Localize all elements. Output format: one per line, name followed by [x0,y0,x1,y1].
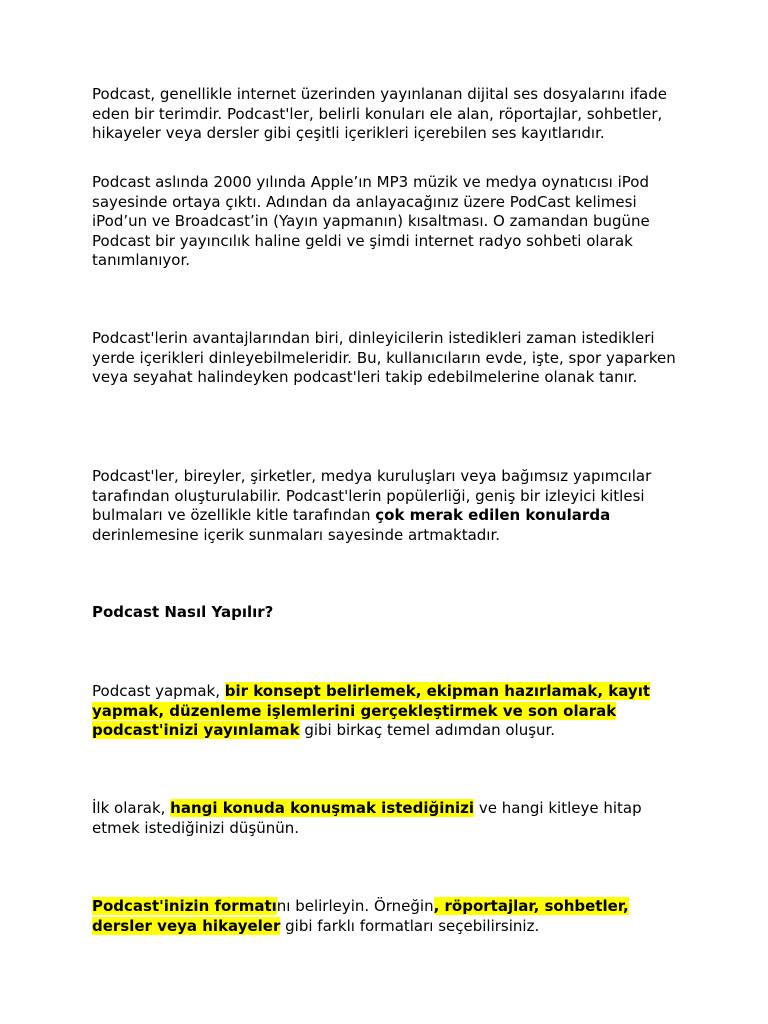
bold-phrase: çok merak edilen konularda [375,506,611,525]
paragraph-text: Podcast aslında 2000 yılında Apple’ın MP3 müzik ve medya oynatıcısı iPod sayesinde ortaya çıktı. Adından da anlayacağınız üzere PodCast kelimesi iPod’un ve Broadcast’in (Yayın yapmanın) kısaltması. O zamandan bugüne Podcast bir yayıncılık haline geldi ve şimdi internet radyo sohbeti olarak tanımlanıyor. [92,173,650,270]
paragraph-topic [92,799,682,838]
paragraph-history [92,173,682,271]
paragraph-text: derinlemesine içerik sunmaları sayesinde artmaktadır. [92,525,501,544]
paragraph-text: Podcast'lerin avantajlarından biri, dinleyicilerin istedikleri zaman istedikleri yerde içerikleri dinleyebilmeleridir. Bu, kullanıcıların evde, işte, spor yaparken veya seyahat halindeyken podcast'leri takip edebilmelerine olanak tanır. [92,329,676,387]
paragraph-text: ve hangi kitleye hitap etmek istediğinizi düşünün. [92,799,642,837]
paragraph-text: Podcast yapmak, [92,682,225,700]
heading-text: Podcast Nasıl Yapılır? [92,603,274,621]
paragraph-text: İlk olarak, [92,799,171,817]
highlighted-phrase: bir konsept belirlemek, ekipman hazırlamak, kayıt yapmak, düzenleme işlemlerini gerçekleştirmek ve son olarak podcast'inizi yayınlamak [92,682,651,740]
highlighted-phrase: , röportajlar, sohbetler, dersler veya hikayeler [92,897,629,935]
paragraph-creators [92,467,682,545]
section-heading [92,603,682,623]
paragraph-text: gibi farklı formatları seçebilirsiniz. [280,916,540,935]
highlighted-phrase: Podcast'inizin formatı [92,897,277,915]
paragraph-text: gibi birkaç temel adımdan oluşur. [299,721,556,740]
paragraph-format [92,897,682,936]
paragraph-text: Podcast, genellikle internet üzerinden yayınlanan dijital ses dosyalarını ifade eden bir terimdir. Podcast'ler, belirli konuları ele alan, röportajlar, sohbetler, hikayeler veya dersler gibi çeşitli içerikleri içerebilen ses kayıtlarıdır. [92,85,667,143]
paragraph-text: nı belirleyin. Örneğin [276,897,434,915]
paragraph-advantages [92,329,682,388]
highlighted-phrase: hangi konuda konuşmak istediğinizi [170,799,475,817]
paragraph-steps [92,682,682,741]
paragraph-text: Podcast'ler, bireyler, şirketler, medya kuruluşları veya bağımsız yapımcılar tarafından oluşturulabilir. Podcast'lerin popülerliği, geniş bir izleyici kitlesi bulmaları ve özellikle kitle tarafından [92,467,652,525]
paragraph-definition [92,85,682,144]
